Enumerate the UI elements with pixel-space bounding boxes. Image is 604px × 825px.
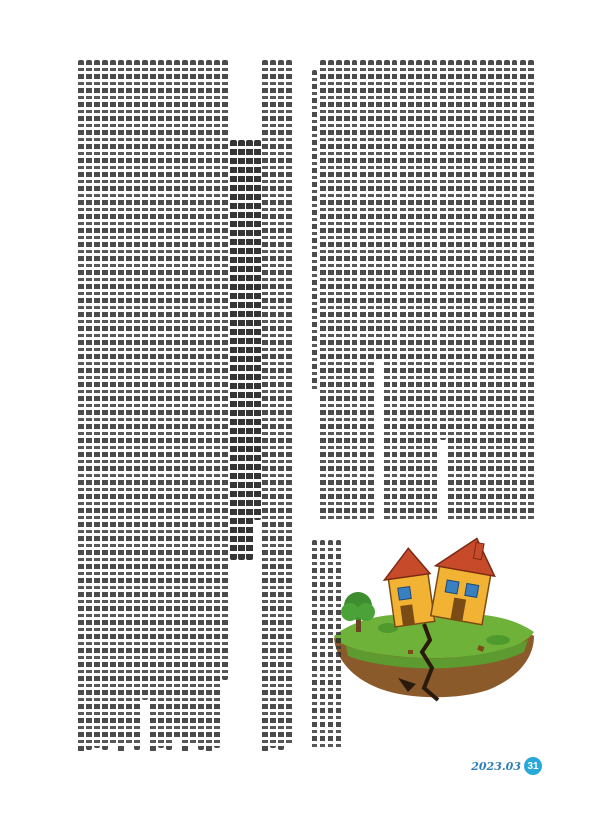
text-column [158, 60, 164, 748]
text-column [376, 60, 382, 360]
earthquake-illustration [328, 528, 540, 728]
text-column [118, 60, 124, 752]
text-column [344, 60, 350, 520]
text-column [254, 140, 261, 520]
text-column [320, 60, 326, 520]
text-column [328, 60, 334, 520]
text-column [270, 60, 276, 748]
text-column [360, 60, 366, 520]
text-column [286, 60, 292, 746]
text-column [424, 60, 430, 520]
text-column [198, 60, 204, 750]
page-footer [471, 757, 542, 775]
text-column [312, 540, 317, 750]
text-column [416, 60, 422, 520]
text-column [262, 60, 268, 752]
text-column [190, 60, 196, 746]
text-column [134, 60, 140, 750]
text-column [504, 60, 510, 520]
text-column [464, 60, 470, 520]
text-column [472, 60, 477, 520]
text-column [352, 60, 357, 520]
text-column [328, 540, 333, 750]
text-column [400, 60, 406, 520]
text-column [86, 60, 92, 750]
ground-island [334, 614, 534, 697]
text-column [150, 60, 156, 752]
text-column [214, 60, 220, 748]
text-column [368, 60, 374, 520]
text-column [528, 60, 534, 520]
text-column [520, 60, 526, 520]
text-column [456, 60, 462, 520]
text-column [126, 60, 132, 746]
cracked-house-right-icon [427, 532, 501, 625]
text-column [278, 60, 284, 750]
text-column [496, 60, 502, 520]
text-column [246, 140, 253, 560]
text-column [206, 60, 212, 752]
text-column [94, 60, 100, 748]
text-column [174, 60, 180, 740]
issue-date: 2023.03 [471, 759, 521, 773]
text-column [312, 70, 317, 390]
text-column [320, 540, 325, 750]
text-column [230, 140, 237, 560]
text-column [238, 140, 245, 560]
text-column [480, 60, 486, 520]
text-column [222, 60, 228, 680]
text-column [166, 60, 172, 750]
text-column [336, 60, 342, 520]
text-column [448, 60, 454, 520]
text-column [336, 540, 341, 750]
text-column [182, 60, 188, 752]
text-column [392, 60, 397, 520]
text-column [78, 60, 84, 752]
text-column [440, 60, 446, 440]
text-column [102, 60, 108, 750]
text-column [488, 60, 494, 520]
text-column [512, 60, 517, 520]
text-column [384, 60, 390, 520]
text-column [142, 60, 148, 700]
page-number-badge: 31 [524, 757, 542, 775]
text-column [408, 60, 414, 520]
text-column [110, 60, 116, 744]
text-column [432, 60, 437, 520]
